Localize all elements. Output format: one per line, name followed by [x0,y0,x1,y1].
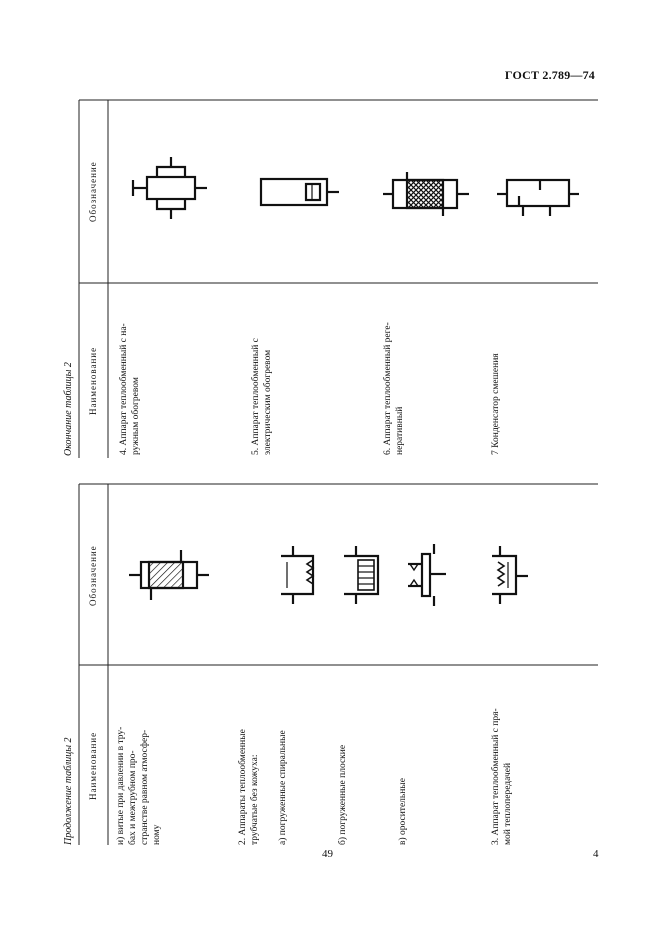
page-number: 49 [322,848,333,860]
upper-table-caption: Окончание таблицы 2 [63,362,74,456]
lower-col-symbol-header: Обозначение [88,545,98,606]
lower-col-name-header: Наименование [88,731,98,800]
upper-row-5-name: 5. Аппарат теплообменный с электрическим обогревом [251,338,273,455]
upper-row-7-name: 7 Конденсатор смешения [491,353,501,455]
irrigation-exchanger-icon [400,538,460,610]
coiled-heat-exchanger-icon [125,548,215,604]
heat-exchanger-external-heating-icon [125,155,210,220]
lower-row-2a-name: а) погруженные спиральные [278,730,288,845]
lower-row-3-name: 3. Аппарат теплообменный с пря- мой теплопередачей [491,708,513,845]
submerged-flat-icon [338,540,388,610]
lower-table-caption: Продолжение таблицы 2 [63,737,74,845]
lower-row-i-name: и) витые при давлении в тру- бах и межтрубном про- странстве равном атмосфер- ному [116,726,162,845]
upper-row-4-name: 4. Аппарат теплообменный с на- ружным обогревом [119,323,141,455]
mixing-condenser-icon [495,170,580,220]
sheet-number: 4 [593,848,599,860]
direct-heat-transfer-icon [484,540,534,610]
upper-col-name-header: Наименование [88,346,98,415]
upper-row-6-name: 6. Аппарат теплообменный реге- неративный [383,322,405,455]
heat-exchanger-electric-heating-icon [245,173,340,213]
submerged-spiral-icon [275,540,325,610]
standard-number: ГОСТ 2.789—74 [504,68,595,82]
lower-row-2b-name: б) погруженные плоские [338,744,348,845]
regenerative-heat-exchanger-icon [381,170,471,220]
lower-row-2c-name: в) оросительные [398,778,408,845]
upper-col-symbol-header: Обозначение [88,161,98,222]
lower-row-2-name: 2. Аппараты теплообменные трубчатые без кожуха: [238,729,260,845]
